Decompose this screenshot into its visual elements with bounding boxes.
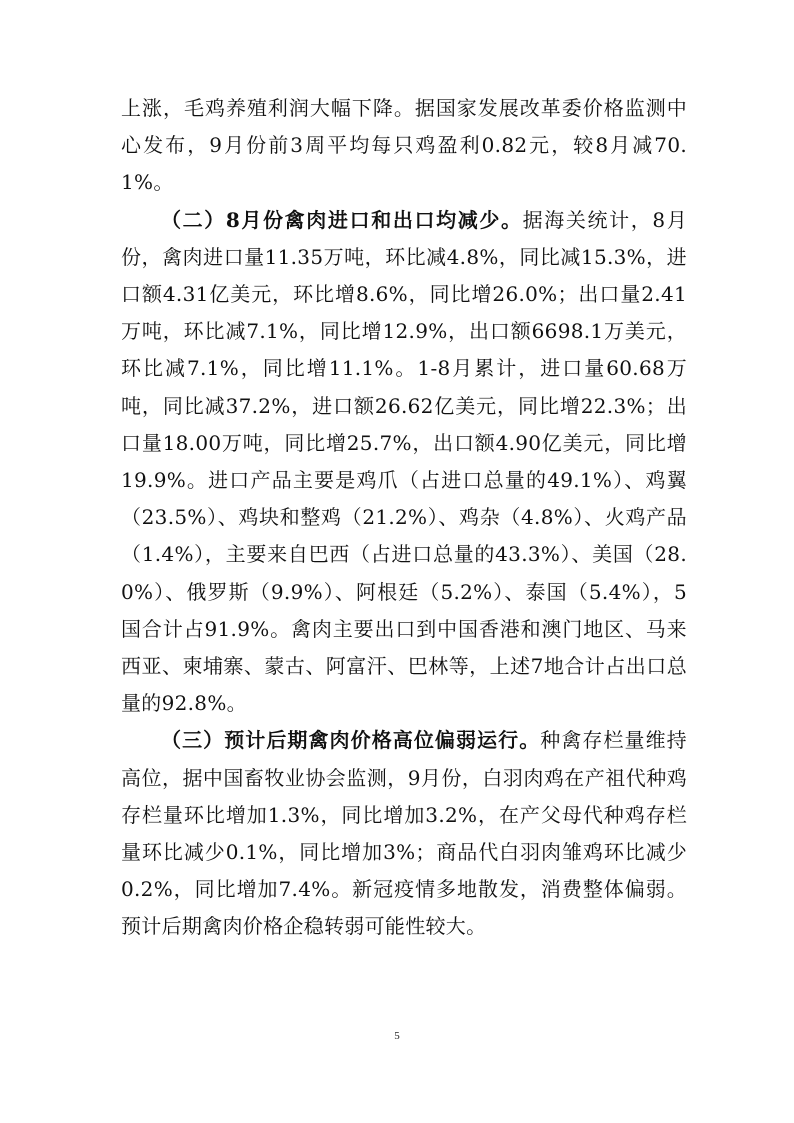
paragraph-text: 据海关统计，8月份，禽肉进口量11.35万吨，环比减4.8%，同比减15.3%，进口额4.31亿美元，环比增8.6%，同比增26.0%；出口量2.41万吨，环比减7.1%，同比增12.9%，出口额6698.1万美元，环比减7.1%，同比增11.1%。1-8月累计，进口量60.68万吨，同比减37.2%，进口额26.62亿美元，同比增22.3%；出口量18.00万吨，同比增25.7%，出口额4.90亿美元，同比增19.9%。进口产品主要是鸡爪（占进口总量的49.1%）、鸡翼（23.5%）、鸡块和整鸡（21.2%）、鸡杂（4.8%）、火鸡产品（1.4%），主要来自巴西（占进口总量的43.3%）、美国（28.0%）、俄罗斯（9.9%）、阿根廷（5.2%）、泰国（5.4%），5国合计占91.9%。禽肉主要出口到中国香港和澳门地区、马来西亚、柬埔寨、蒙古、阿富汗、巴林等，上述7地合计占出口总量的92.8%。 [121,207,688,716]
document-body [121,90,687,946]
section-heading-forecast: （三）预计后期禽肉价格高位偏弱运行。 [161,728,541,753]
paragraph-text: 种禽存栏量维持高位，据中国畜牧业协会监测，9月份，白羽肉鸡在产祖代种鸡存栏量环比增加1.3%，同比增加3.2%，在产父母代种鸡存栏量环比减少0.1%，同比增加3%；商品代白羽肉雏鸡环比减少0.2%，同比增加7.4%。新冠疫情多地散发，消费整体偏弱。预计后期禽肉价格企稳转弱可能性较大。 [121,728,687,939]
paragraph-continuation [121,90,687,202]
page-number: 5 [394,1030,400,1042]
section-heading-trade: （二）8月份禽肉进口和出口均减少。 [161,207,523,232]
paragraph-price-forecast [121,722,687,945]
paragraph-poultry-trade [121,202,687,723]
paragraph-text: 上涨，毛鸡养殖利润大幅下降。据国家发展改革委价格监测中心发布，9月份前3周平均每只鸡盈利0.82元，较8月减70.1%。 [121,96,687,195]
